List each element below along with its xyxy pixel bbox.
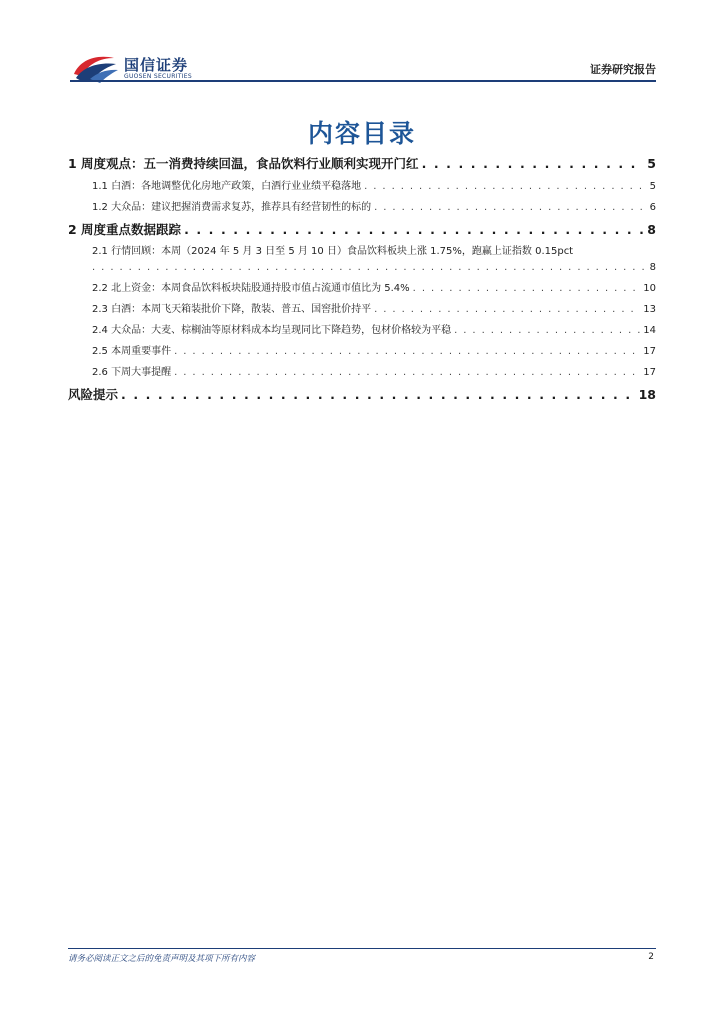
toc-leader-dots (374, 197, 647, 218)
footer-divider (68, 948, 656, 949)
toc-title: 内容目录 (307, 119, 416, 148)
toc-entry-label: 1.2 大众品：建议把握消费需求复苏，推荐具有经营韧性的标的 (92, 202, 372, 213)
logo-chinese-text: 国信证券 (124, 56, 189, 74)
toc-entry-page: 6 (649, 202, 656, 213)
toc-leader-dots (374, 299, 640, 320)
toc-leader-dots (184, 218, 644, 242)
toc-entry-label: 2.1 行情回顾：本周（2024 年 5 月 3 日至 5 月 10 日）食品饮料板块上涨 1.75%，跑赢上证指数 0.15pct (92, 246, 574, 257)
toc-entry-label: 2.5 本周重要事件 (92, 346, 172, 357)
toc-entry[interactable] (68, 176, 656, 197)
toc-entry-page: 13 (643, 304, 656, 315)
toc-entry[interactable] (68, 299, 656, 320)
toc-entry[interactable] (68, 362, 656, 383)
toc-entry[interactable] (68, 242, 656, 278)
header-divider (70, 80, 656, 82)
toc-entry-label: 2 周度重点数据跟踪 (68, 222, 182, 237)
disclaimer-text: 请务必阅读正文之后的免责声明及其项下所有内容 (68, 954, 256, 964)
toc-entry-label: 风险提示 (68, 387, 119, 402)
toc-entry-page: 17 (643, 367, 656, 378)
toc-entry-label: 1 周度观点：五一消费持续回温，食品饮料行业顺利实现开门红 (68, 156, 419, 171)
toc-entry-page: 8 (647, 222, 656, 237)
toc-entry-label: 1.1 白酒：各地调整优化房地产政策，白酒行业业绩平稳落地 (92, 181, 362, 192)
toc-entry-page: 18 (638, 387, 656, 402)
toc-entry-page: 17 (643, 346, 656, 357)
toc-leader-dots (92, 260, 647, 276)
toc-leader-dots (121, 383, 636, 407)
toc-leader-dots (422, 152, 645, 176)
toc-leader-dots (174, 341, 640, 362)
toc-entry[interactable] (68, 278, 656, 299)
toc-entry-page: 14 (643, 325, 656, 336)
toc-entry-label: 2.3 白酒：本周飞天箱装批价下降，散装、普五、国窖批价持平 (92, 304, 372, 315)
toc-entry[interactable] (68, 320, 656, 341)
toc-entry-page: 5 (647, 156, 656, 171)
toc-entry[interactable] (68, 218, 656, 242)
report-type-label: 证券研究报告 (590, 63, 656, 76)
page-number: 2 (648, 952, 654, 962)
toc-entry[interactable] (68, 341, 656, 362)
toc-leader-dots (174, 362, 640, 383)
toc-entry[interactable] (68, 197, 656, 218)
toc-entry-label: 2.6 下周大事提醒 (92, 367, 172, 378)
toc-entry-label: 2.2 北上资金：本周食品饮料板块陆股通持股市值占流通市值比为 5.4% (92, 283, 410, 294)
toc-entry[interactable] (68, 152, 656, 176)
table-of-contents (68, 152, 656, 407)
toc-entry-continuation (92, 260, 656, 276)
toc-leader-dots (364, 176, 647, 197)
toc-leader-dots (413, 278, 641, 299)
toc-entry[interactable] (68, 383, 656, 407)
logo-english-text: GUOSEN SECURITIES (124, 73, 193, 80)
toc-leader-dots (454, 320, 640, 341)
page-header (0, 0, 724, 90)
toc-entry-page: 8 (649, 262, 656, 273)
toc-entry-page: 10 (643, 283, 656, 294)
toc-entry-label: 2.4 大众品：大麦、棕榈油等原材料成本均呈现同比下降趋势，包材价格较为平稳 (92, 325, 452, 336)
toc-entry-page: 5 (649, 181, 656, 192)
